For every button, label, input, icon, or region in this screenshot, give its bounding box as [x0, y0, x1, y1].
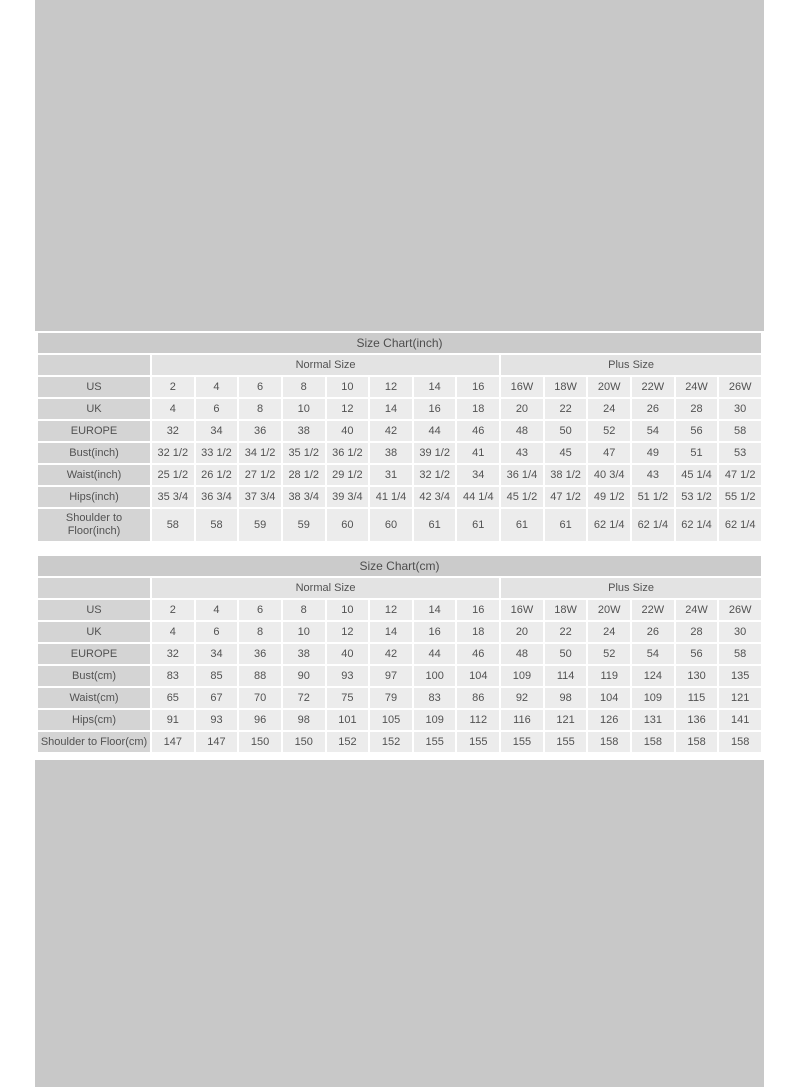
size-cell: 47 [588, 443, 630, 463]
size-cell: 20 [501, 622, 543, 642]
size-cell: 109 [501, 666, 543, 686]
size-cell: 72 [283, 688, 325, 708]
size-cell: 35 3/4 [152, 487, 194, 507]
size-cell: 50 [545, 421, 587, 441]
size-cell: 59 [283, 509, 325, 541]
size-cell: 54 [632, 644, 674, 664]
size-cell: 126 [588, 710, 630, 730]
size-cell: 4 [196, 377, 238, 397]
size-cell: 38 3/4 [283, 487, 325, 507]
size-cell: 36 [239, 421, 281, 441]
size-cell: 58 [719, 644, 761, 664]
size-cell: 60 [327, 509, 369, 541]
gray-placeholder-top [35, 0, 764, 331]
size-cell: 56 [676, 644, 718, 664]
size-cell: 124 [632, 666, 674, 686]
size-cell: 2 [152, 377, 194, 397]
table-row [38, 688, 761, 708]
size-cell: 18 [457, 622, 499, 642]
size-cell: 150 [283, 732, 325, 752]
size-cell: 58 [196, 509, 238, 541]
size-cell: 18W [545, 600, 587, 620]
size-cell: 18W [545, 377, 587, 397]
size-cell: 119 [588, 666, 630, 686]
size-cell: 98 [283, 710, 325, 730]
table-row [38, 666, 761, 686]
size-cell: 32 [152, 644, 194, 664]
size-cell: 8 [283, 600, 325, 620]
size-cell: 16 [414, 399, 456, 419]
table-row [38, 443, 761, 463]
size-cell: 12 [370, 600, 412, 620]
size-cell: 147 [152, 732, 194, 752]
size-cell: 16W [501, 377, 543, 397]
size-cell: 50 [545, 644, 587, 664]
size-cell: 152 [370, 732, 412, 752]
size-cell: 155 [545, 732, 587, 752]
size-cell: 36 1/4 [501, 465, 543, 485]
size-cell: 92 [501, 688, 543, 708]
size-cell: 22 [545, 622, 587, 642]
size-cell: 152 [327, 732, 369, 752]
size-cell: 22 [545, 399, 587, 419]
size-cell: 155 [414, 732, 456, 752]
row-label: UK [38, 399, 150, 419]
size-cell: 26 1/2 [196, 465, 238, 485]
size-cell: 105 [370, 710, 412, 730]
column-group-normal-size: Normal Size [152, 355, 499, 375]
size-cell: 112 [457, 710, 499, 730]
size-cell: 24W [676, 377, 718, 397]
size-cell: 47 1/2 [545, 487, 587, 507]
size-cell: 32 [152, 421, 194, 441]
size-cell: 6 [239, 377, 281, 397]
size-cell: 35 1/2 [283, 443, 325, 463]
table-title-row [38, 333, 761, 353]
table-row [38, 644, 761, 664]
size-cell: 36 1/2 [327, 443, 369, 463]
size-cell: 32 1/2 [152, 443, 194, 463]
row-label: EUROPE [38, 421, 150, 441]
size-cell: 52 [588, 644, 630, 664]
size-cell: 85 [196, 666, 238, 686]
size-cell: 6 [196, 622, 238, 642]
column-group-normal-size: Normal Size [152, 578, 499, 598]
size-cell: 90 [283, 666, 325, 686]
table-row [38, 487, 761, 507]
row-label: UK [38, 622, 150, 642]
size-cell: 10 [283, 622, 325, 642]
column-group-plus-size: Plus Size [501, 355, 761, 375]
size-cell: 59 [239, 509, 281, 541]
size-cell: 45 1/4 [676, 465, 718, 485]
size-cell: 109 [414, 710, 456, 730]
size-cell: 44 1/4 [457, 487, 499, 507]
size-cell: 30 [719, 622, 761, 642]
size-cell: 37 3/4 [239, 487, 281, 507]
size-cell: 14 [370, 622, 412, 642]
size-cell: 42 [370, 644, 412, 664]
size-cell: 34 [196, 644, 238, 664]
size-cell: 42 [370, 421, 412, 441]
size-cell: 39 1/2 [414, 443, 456, 463]
size-cell: 97 [370, 666, 412, 686]
size-cell: 158 [588, 732, 630, 752]
column-group-row [38, 578, 761, 598]
size-cell: 55 1/2 [719, 487, 761, 507]
size-cell: 62 1/4 [719, 509, 761, 541]
size-cell: 61 [414, 509, 456, 541]
column-group-plus-size: Plus Size [501, 578, 761, 598]
size-cell: 29 1/2 [327, 465, 369, 485]
size-cell: 34 [457, 465, 499, 485]
size-cell: 18 [457, 399, 499, 419]
size-cell: 61 [501, 509, 543, 541]
size-cell: 16W [501, 600, 543, 620]
size-cell: 58 [719, 421, 761, 441]
size-cell: 12 [327, 399, 369, 419]
size-cell: 44 [414, 421, 456, 441]
column-group-row [38, 355, 761, 375]
size-cell: 8 [239, 399, 281, 419]
table-row [38, 465, 761, 485]
size-cell: 8 [283, 377, 325, 397]
size-cell: 48 [501, 421, 543, 441]
size-cell: 130 [676, 666, 718, 686]
size-cell: 47 1/2 [719, 465, 761, 485]
size-cell: 4 [152, 399, 194, 419]
size-cell: 25 1/2 [152, 465, 194, 485]
size-cell: 100 [414, 666, 456, 686]
row-label: Bust(cm) [38, 666, 150, 686]
row-label: Waist(cm) [38, 688, 150, 708]
size-cell: 158 [676, 732, 718, 752]
size-cell: 104 [588, 688, 630, 708]
size-cell: 39 3/4 [327, 487, 369, 507]
size-cell: 6 [239, 600, 281, 620]
size-cell: 61 [545, 509, 587, 541]
table-row [38, 509, 761, 541]
size-cell: 86 [457, 688, 499, 708]
size-cell: 109 [632, 688, 674, 708]
row-label: Shoulder to Floor(cm) [38, 732, 150, 752]
size-cell: 33 1/2 [196, 443, 238, 463]
row-label: US [38, 600, 150, 620]
size-cell: 147 [196, 732, 238, 752]
size-cell: 155 [501, 732, 543, 752]
size-cell: 121 [545, 710, 587, 730]
size-cell: 16 [457, 377, 499, 397]
size-cell: 38 [283, 421, 325, 441]
size-cell: 26 [632, 399, 674, 419]
size-cell: 52 [588, 421, 630, 441]
size-cell: 61 [457, 509, 499, 541]
size-cell: 24W [676, 600, 718, 620]
table-row [38, 421, 761, 441]
size-cell: 10 [327, 377, 369, 397]
size-cell: 136 [676, 710, 718, 730]
size-cell: 158 [719, 732, 761, 752]
size-cell: 34 [196, 421, 238, 441]
size-cell: 40 3/4 [588, 465, 630, 485]
size-cell: 131 [632, 710, 674, 730]
size-cell: 155 [457, 732, 499, 752]
size-cell: 60 [370, 509, 412, 541]
size-cell: 36 3/4 [196, 487, 238, 507]
size-cell: 93 [196, 710, 238, 730]
size-cell: 24 [588, 622, 630, 642]
size-cell: 62 1/4 [676, 509, 718, 541]
size-cell: 26W [719, 600, 761, 620]
size-cell: 20 [501, 399, 543, 419]
size-cell: 43 [501, 443, 543, 463]
size-cell: 42 3/4 [414, 487, 456, 507]
size-cell: 30 [719, 399, 761, 419]
size-cell: 38 [283, 644, 325, 664]
size-cell: 104 [457, 666, 499, 686]
table-row [38, 600, 761, 620]
row-label: Hips(inch) [38, 487, 150, 507]
size-cell: 16 [457, 600, 499, 620]
size-cell: 41 [457, 443, 499, 463]
table-row [38, 732, 761, 752]
size-chart-cm-table [36, 554, 763, 754]
size-cell: 14 [414, 377, 456, 397]
size-cell: 44 [414, 644, 456, 664]
size-cell: 116 [501, 710, 543, 730]
size-cell: 158 [632, 732, 674, 752]
row-label: Hips(cm) [38, 710, 150, 730]
size-cell: 8 [239, 622, 281, 642]
corner-cell [38, 355, 150, 375]
size-cell: 20W [588, 600, 630, 620]
size-cell: 12 [327, 622, 369, 642]
row-label: Bust(inch) [38, 443, 150, 463]
size-cell: 54 [632, 421, 674, 441]
row-label: EUROPE [38, 644, 150, 664]
table-row [38, 399, 761, 419]
size-cell: 96 [239, 710, 281, 730]
size-cell: 28 [676, 399, 718, 419]
size-cell: 79 [370, 688, 412, 708]
size-cell: 45 [545, 443, 587, 463]
size-cell: 75 [327, 688, 369, 708]
size-cell: 14 [370, 399, 412, 419]
size-cell: 114 [545, 666, 587, 686]
size-cell: 83 [152, 666, 194, 686]
size-cell: 49 [632, 443, 674, 463]
size-cell: 51 1/2 [632, 487, 674, 507]
size-cell: 34 1/2 [239, 443, 281, 463]
size-charts-section [35, 331, 764, 754]
table-title: Size Chart(cm) [38, 556, 761, 576]
size-cell: 40 [327, 644, 369, 664]
table-row [38, 622, 761, 642]
size-cell: 101 [327, 710, 369, 730]
size-cell: 40 [327, 421, 369, 441]
size-cell: 56 [676, 421, 718, 441]
size-cell: 98 [545, 688, 587, 708]
size-cell: 26W [719, 377, 761, 397]
size-cell: 150 [239, 732, 281, 752]
size-cell: 65 [152, 688, 194, 708]
table-title-row [38, 556, 761, 576]
size-cell: 51 [676, 443, 718, 463]
size-cell: 135 [719, 666, 761, 686]
size-cell: 20W [588, 377, 630, 397]
size-cell: 14 [414, 600, 456, 620]
size-cell: 83 [414, 688, 456, 708]
size-cell: 70 [239, 688, 281, 708]
size-cell: 2 [152, 600, 194, 620]
size-cell: 62 1/4 [588, 509, 630, 541]
size-chart-cm-body [38, 556, 761, 752]
size-cell: 43 [632, 465, 674, 485]
row-label: Waist(inch) [38, 465, 150, 485]
row-label: US [38, 377, 150, 397]
size-cell: 88 [239, 666, 281, 686]
size-chart-inch-body [38, 333, 761, 541]
size-cell: 10 [327, 600, 369, 620]
table-title: Size Chart(inch) [38, 333, 761, 353]
size-cell: 31 [370, 465, 412, 485]
size-cell: 22W [632, 377, 674, 397]
size-cell: 48 [501, 644, 543, 664]
size-cell: 26 [632, 622, 674, 642]
size-cell: 121 [719, 688, 761, 708]
size-cell: 10 [283, 399, 325, 419]
table-row [38, 377, 761, 397]
size-cell: 141 [719, 710, 761, 730]
size-cell: 46 [457, 644, 499, 664]
size-cell: 58 [152, 509, 194, 541]
size-cell: 49 1/2 [588, 487, 630, 507]
size-cell: 53 [719, 443, 761, 463]
size-chart-inch-table [36, 331, 763, 543]
size-cell: 93 [327, 666, 369, 686]
size-cell: 38 1/2 [545, 465, 587, 485]
size-cell: 32 1/2 [414, 465, 456, 485]
size-cell: 4 [196, 600, 238, 620]
corner-cell [38, 578, 150, 598]
size-cell: 6 [196, 399, 238, 419]
size-cell: 27 1/2 [239, 465, 281, 485]
size-cell: 4 [152, 622, 194, 642]
size-cell: 36 [239, 644, 281, 664]
gray-placeholder-bottom [35, 760, 764, 1087]
size-cell: 91 [152, 710, 194, 730]
row-label: Shoulder to Floor(inch) [38, 509, 150, 541]
size-cell: 67 [196, 688, 238, 708]
size-cell: 28 1/2 [283, 465, 325, 485]
size-cell: 62 1/4 [632, 509, 674, 541]
size-cell: 53 1/2 [676, 487, 718, 507]
size-cell: 41 1/4 [370, 487, 412, 507]
size-cell: 22W [632, 600, 674, 620]
size-cell: 38 [370, 443, 412, 463]
table-row [38, 710, 761, 730]
size-cell: 45 1/2 [501, 487, 543, 507]
size-cell: 28 [676, 622, 718, 642]
size-cell: 24 [588, 399, 630, 419]
size-cell: 115 [676, 688, 718, 708]
size-cell: 16 [414, 622, 456, 642]
size-cell: 12 [370, 377, 412, 397]
size-cell: 46 [457, 421, 499, 441]
